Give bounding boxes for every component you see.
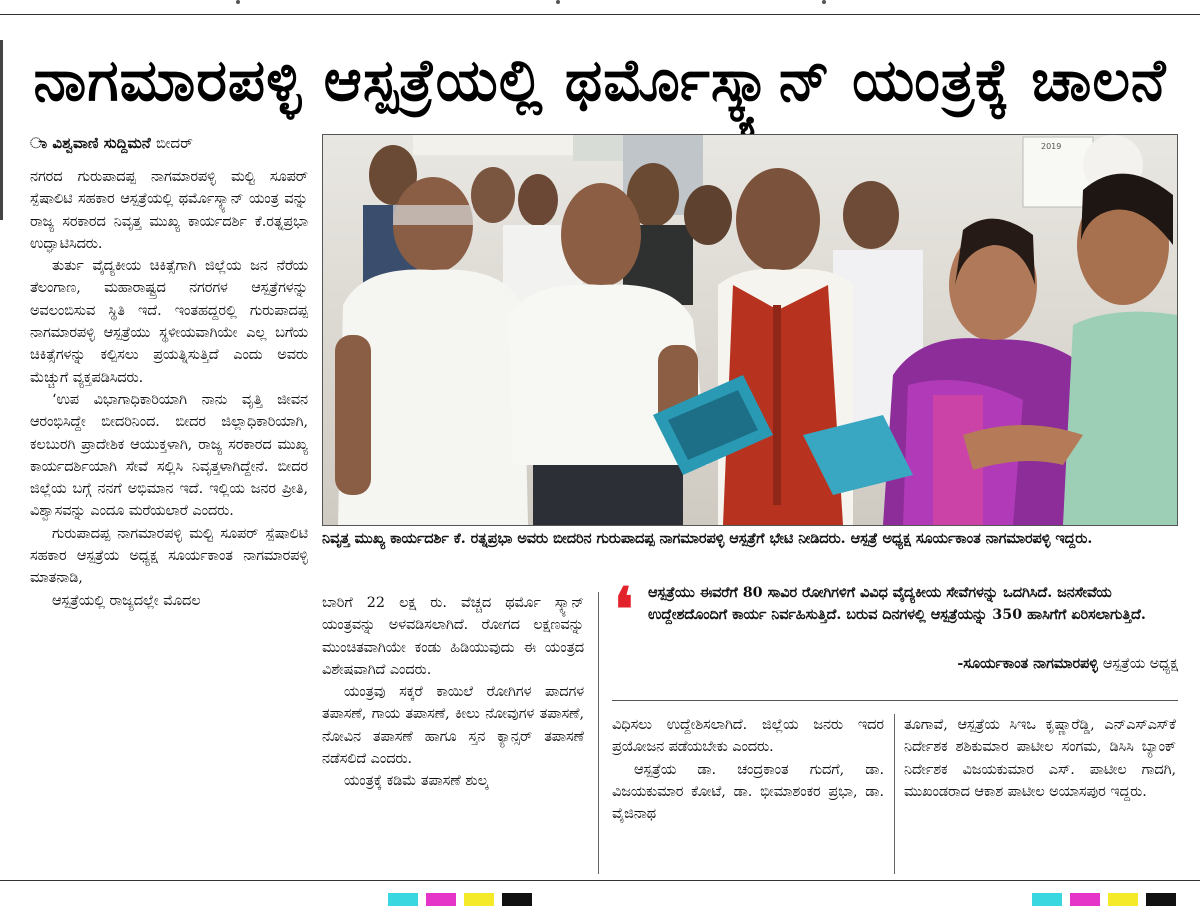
article-column-3 bbox=[612, 714, 884, 874]
quote-mark-icon: ❛ bbox=[614, 575, 634, 645]
registration-yellow bbox=[1108, 893, 1138, 906]
news-photo bbox=[322, 134, 1178, 526]
paragraph: ನಗರದ ಗುರುಪಾದಪ್ಪ ನಾಗಮಾರಪಳ್ಳಿ ಮಲ್ಟಿ ಸೂಪರ್ ಸ್ಪೆಷಾಲಿಟಿ ಸಹಕಾರ ಆಸ್ಪತ್ರೆಯಲ್ಲಿ ಥರ್ಮೊಸ್ಕ್ಯಾನ್ ಯಂತ್ರ ವನ್ನು ರಾಜ್ಯ ಸರಕಾರದ ನಿವೃತ್ತ ಮುಖ್ಯ ಕಾರ್ಯದರ್ಶಿ ಕೆ.ರತ್ನಪ್ರಭಾ ಉದ್ಘಾಟಿಸಿದರು. bbox=[30, 169, 308, 252]
article-column-1 bbox=[30, 166, 308, 866]
pull-quote-text: ಆಸ್ಪತ್ರೆಯು ಈವರೆಗೆ 80 ಸಾವಿರ ರೋಗಿಗಳಿಗೆ ವಿವಿಧ ವೈದ್ಯಕೀಯ ಸೇವೆಗಳನ್ನು ಒದಗಿಸಿದೆ. ಜನಸೇವೆಯ ಉದ್ದೇಶದೊಂದಿಗೆ ಕಾರ್ಯ ನಿರ್ವಹಿಸುತ್ತಿದೆ. ಬರುವ ದಿನಗಳಲ್ಲಿ ಆಸ್ಪತ್ರೆಯನ್ನು 350 ಹಾಸಿಗೆಗೆ ಏರಿಸಲಾಗುತ್ತಿದೆ. bbox=[648, 585, 1146, 623]
headline: ನಾಗಮಾರಪಳ್ಳಿ ಆಸ್ಪತ್ರೆಯಲ್ಲಿ ಥರ್ಮೊಸ್ಕ್ಯಾನ್ ಯಂತ್ರಕ್ಕೆ ಚಾಲನೆ bbox=[33, 45, 1167, 114]
paragraph: ಗುರುಪಾದಪ್ಪ ನಾಗಮಾರಪಳ್ಳಿ ಮಲ್ಟಿ ಸೂಪರ್ ಸ್ಪೆಷಾಲಿಟಿ ಸಹಕಾರ ಆಸ್ಪತ್ರೆಯ ಅಧ್ಯಕ್ಷ ಸೂರ್ಯಕಾಂತ ನಾಗಮಾರಪಳ್ಳಿ ಮಾತನಾಡಿ, bbox=[30, 525, 308, 587]
quote-bottom-rule bbox=[612, 700, 1178, 701]
column-divider bbox=[894, 714, 895, 874]
paragraph: ಬಾರಿಗೆ 22 ಲಕ್ಷ ರು. ವೆಚ್ಚದ ಥರ್ಮೊ ಸ್ಕ್ಯಾನ್ ಯಂತ್ರವನ್ನು ಅಳವಡಿಸಲಾಗಿದೆ. ರೋಗದ ಲಕ್ಷಣವನ್ನು ಮುಂಚಿತವಾಗಿಯೇ ಕಂಡು ಹಿಡಿಯುವುದು ಈ ಯಂತ್ರದ ವಿಶೇಷವಾಗಿದೆ ಎಂದರು. bbox=[322, 595, 584, 678]
registration-magenta bbox=[1070, 893, 1100, 906]
bottom-rule bbox=[0, 880, 1200, 881]
byline bbox=[30, 134, 320, 156]
registration-black bbox=[502, 893, 532, 906]
top-rule bbox=[0, 14, 1200, 15]
paragraph: ಯಂತ್ರವು ಸಕ್ಕರೆ ಕಾಯಿಲೆ ರೋಗಿಗಳ ಪಾದಗಳ ತಪಾಸಣೆ, ಗಾಯ ತಪಾಸಣೆ, ಕೀಲು ನೋವುಗಳ ತಪಾಸಣೆ, ನೋವಿನ ತಪಾಸಣೆ ಹಾಗೂ ಸ್ತನ ಕ್ಯಾನ್ಸರ್ ತಪಾಸಣೆ ನಡೆಸಲಿದೆ ಎಂದರು. bbox=[322, 684, 584, 768]
paragraph: ತೂಗಾವೆ, ಆಸ್ಪತ್ರೆಯ ಸಿಇಒ ಕೃಷ್ಣಾರೆಡ್ಡಿ, ಎನ್‌ಎಸ್‌ಎಸ್‌ಕೆ ನಿರ್ದೇಶಕ ಶಶಿಕುಮಾರ ಪಾಟೀಲ ಸಂಗಮ, ಡಿಸಿಸಿ ಬ್ಯಾಂಕ್ ನಿರ್ದೇಶಕ ವಿಜಯಕುಮಾರ ಎಸ್. ಪಾಟೀಲ ಗಾದಗಿ, ಮುಖಂಡರಾದ ಆಕಾಶ ಪಾಟೀಲ ಅಯಾಸಪುರ ಇದ್ದರು. bbox=[904, 717, 1176, 800]
top-registration-dots bbox=[0, 0, 1200, 6]
pull-quote bbox=[612, 575, 1178, 652]
byline-mark: ಾ bbox=[30, 134, 48, 152]
byline-place: ಬೀದರ್ bbox=[155, 134, 193, 152]
paragraph: ವಿಧಿಸಲು ಉದ್ದೇಶಿಸಲಾಗಿದೆ. ಜಿಲ್ಲೆಯ ಜನರು ಇದರ ಪ್ರಯೋಜನ ಪಡೆಯಬೇಕು ಎಂದರು. bbox=[612, 717, 884, 756]
registration-magenta bbox=[426, 893, 456, 906]
registration-black bbox=[1146, 893, 1176, 906]
article-column-4 bbox=[904, 714, 1176, 874]
photo-illustration bbox=[323, 135, 1177, 525]
byline-agency: ವಿಶ್ವವಾಣಿ ಸುದ್ದಿಮನೆ bbox=[52, 134, 151, 152]
article-column-2 bbox=[322, 592, 584, 870]
registration-cyan bbox=[388, 893, 418, 906]
registration-yellow bbox=[464, 893, 494, 906]
paragraph: ‘ಉಪ ವಿಭಾಗಾಧಿಕಾರಿಯಾಗಿ ನಾನು ವೃತ್ತಿ ಜೀವನ ಆರಂಭಿಸಿದ್ದೇ ಬೀದರಿನಿಂದ. ಬೀದರ ಜಿಲ್ಲಾಧಿಕಾರಿಯಾಗಿ, ಕಲಬುರಗಿ ಪ್ರಾದೇಶಿಕ ಆಯುಕ್ತಳಾಗಿ, ರಾಜ್ಯ ಸರಕಾರದ ಮುಖ್ಯ ಕಾರ್ಯದರ್ಶಿಯಾಗಿ ಸೇವೆ ಸಲ್ಲಿಸಿ ನಿವೃತ್ತಳಾಗಿದ್ದೇನೆ. ಬೀದರ ಜಿಲ್ಲೆಯ ಬಗ್ಗೆ ನನಗೆ ಅಭಿಮಾನ ಇದೆ. ಇಲ್ಲಿಯ ಜನರ ಪ್ರೀತಿ, ವಿಶ್ವಾಸವನ್ನು ಎಂದೂ ಮರೆಯಲಾರೆ ಎಂದರು. bbox=[30, 391, 308, 520]
calendar-year: 2019 bbox=[1041, 142, 1062, 151]
registration-cyan bbox=[1032, 893, 1062, 906]
column-divider bbox=[598, 592, 599, 874]
paragraph: ಯಂತ್ರಕ್ಕೆ ಕಡಿಮೆ ತಪಾಸಣೆ ಶುಲ್ಕ bbox=[344, 773, 489, 790]
left-margin-bar bbox=[0, 40, 3, 220]
attribution-name: -ಸೂರ್ಯಕಾಂತ ನಾಗಮಾರಪಳ್ಳಿ bbox=[957, 656, 1098, 672]
paragraph: ಆಸ್ಪತ್ರೆಯಲ್ಲಿ ರಾಜ್ಯದಲ್ಲೇ ಮೊದಲ bbox=[52, 592, 201, 609]
photo-caption: ನಿವೃತ್ತ ಮುಖ್ಯ ಕಾರ್ಯದರ್ಶಿ ಕೆ. ರತ್ನಪ್ರಭಾ ಅವರು ಬೀದರಿನ ಗುರುಪಾದಪ್ಪ ನಾಗಮಾರಪಳ್ಳಿ ಆಸ್ಪತ್ರೆಗೆ ಭೇಟಿ ನೀಡಿದರು. ಆಸ್ಪತ್ರೆ ಅಧ್ಯಕ್ಷ ಸೂರ್ಯಕಾಂತ ನಾಗಮಾರಪಳ್ಳಿ ಇದ್ದರು. bbox=[322, 531, 1093, 547]
attribution-role: ಆಸ್ಪತ್ರೆಯ ಅಧ್ಯಕ್ಷ bbox=[1102, 656, 1178, 672]
paragraph: ಆಸ್ಪತ್ರೆಯ ಡಾ. ಚಂದ್ರಕಾಂತ ಗುದಗೆ, ಡಾ. ವಿಜಯಕುಮಾರ ಕೋಟೆ, ಡಾ. ಭೀಮಾಶಂಕರ ಪ್ರಭಾ, ಡಾ. ವೈಜಿನಾಥ bbox=[612, 761, 884, 823]
paragraph: ತುರ್ತು ವೈದ್ಯಕೀಯ ಚಿಕಿತ್ಸೆಗಾಗಿ ಜಿಲ್ಲೆಯ ಜನ ನೆರೆಯ ತೆಲಂಗಾಣ, ಮಹಾರಾಷ್ಟ್ರದ ನಗರಗಳ ಆಸ್ಪತ್ರೆಗಳನ್ನು ಅವಲಂಬಿಸುವ ಸ್ಥಿತಿ ಇದೆ. ಇಂತಹದ್ದರಲ್ಲಿ ಗುರುಪಾದಪ್ಪ ನಾಗಮಾರಪಳ್ಳಿ ಆಸ್ಪತ್ರೆಯು ಸ್ಥಳೀಯವಾಗಿಯೇ ಎಲ್ಲ ಬಗೆಯ ಚಿಕಿತ್ಸೆಗಳನ್ನು ಕಲ್ಪಿಸಲು ಪ್ರಯತ್ನಿಸುತ್ತಿದೆ ಎಂದು ಅವರು ಮೆಚ್ಚುಗೆ ವ್ಯಕ್ತಪಡಿಸಿದರು. bbox=[30, 258, 308, 386]
pull-quote-attribution bbox=[612, 656, 1178, 680]
